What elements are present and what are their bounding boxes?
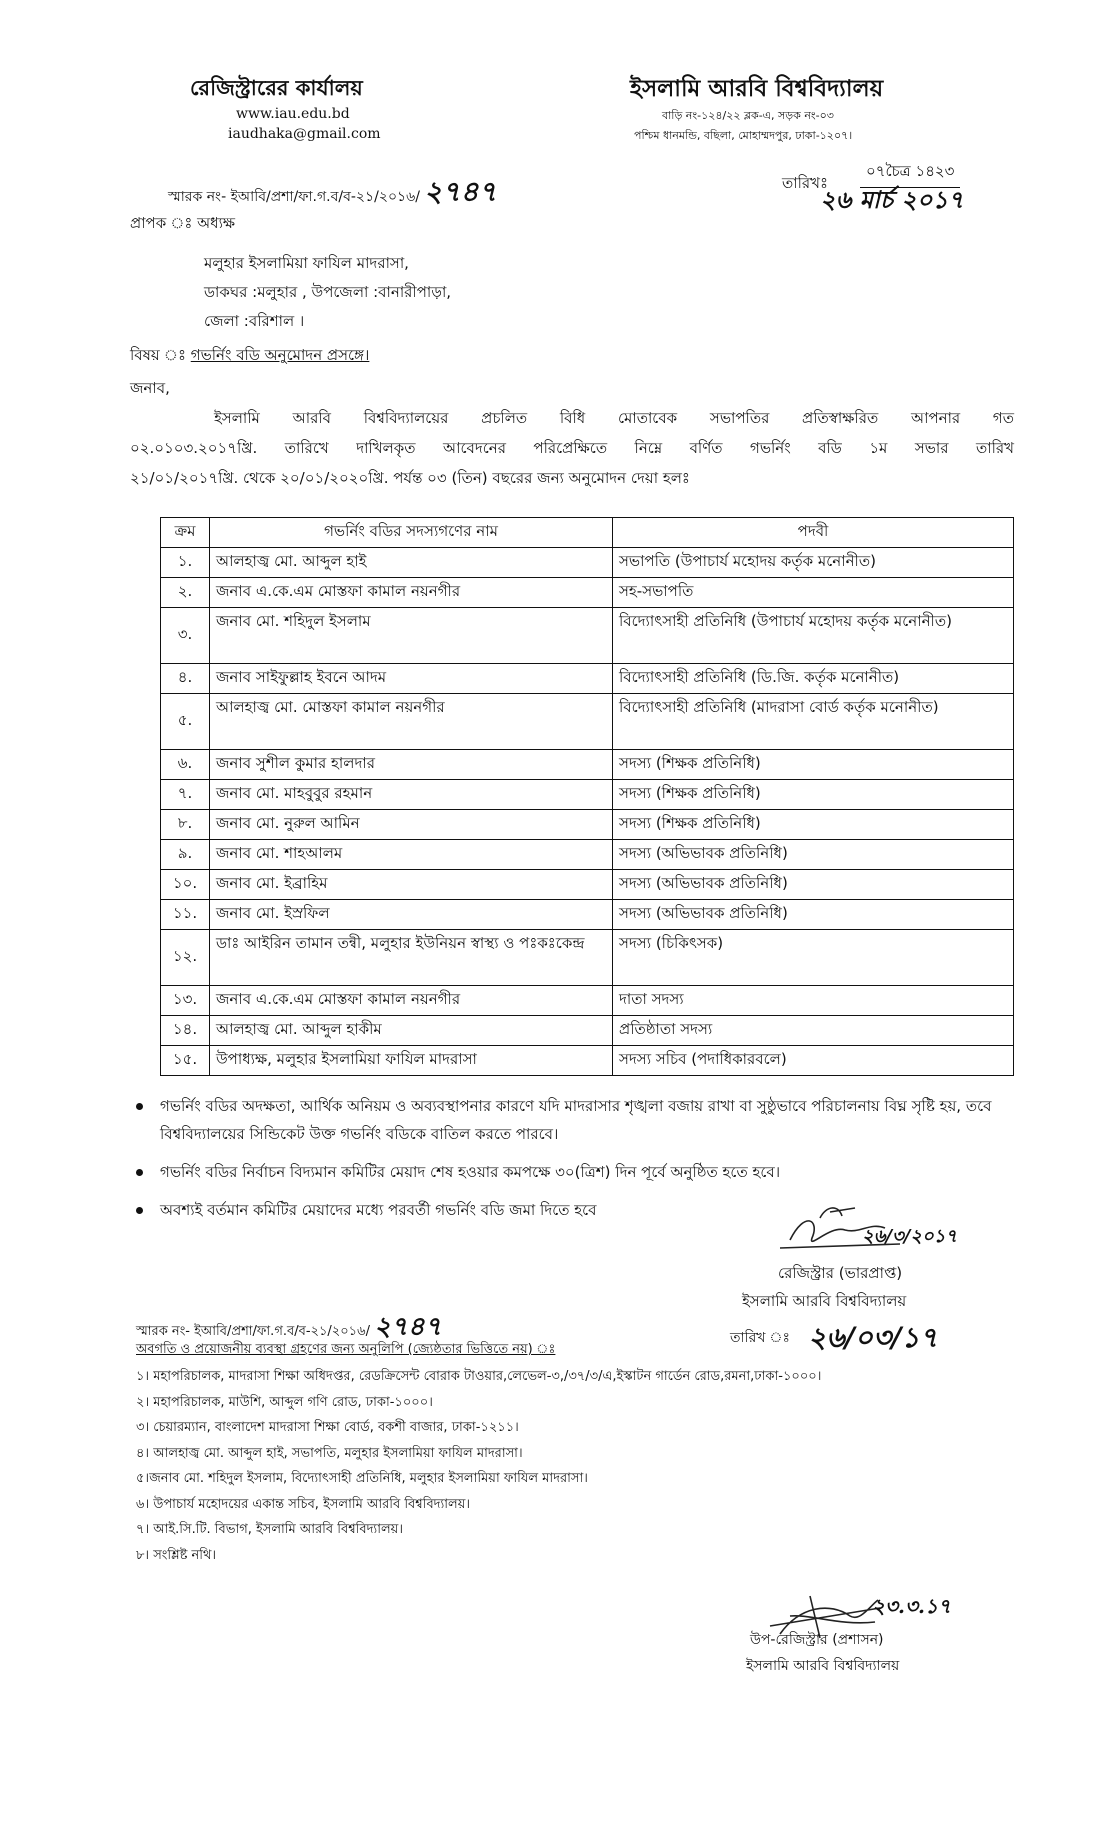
body-line-1: ইসলামি আরবি বিশ্ববিদ্যালয়ের প্রচলিত বিধি মোতাবেক সভাপতির প্রতিস্বাক্ষরিত আপনার গত: [214, 409, 1014, 427]
registrar-signature-date: ২৬/৩/২০১৭: [862, 1226, 958, 1247]
deputy-registrar-org: ইসলামি আরবি বিশ্ববিদ্যালয়: [746, 1658, 900, 1674]
memo2-date: ২৬/০৩/১৭: [808, 1321, 938, 1354]
row-post: বিদ্যোৎসাহী প্রতিনিধি (ডি.জি. কর্তৃক মনোনীত): [613, 664, 1014, 694]
registrar-title: রেজিস্ট্রার (ভারপ্রাপ্ত): [778, 1264, 903, 1282]
date-english-text: ২৬ মার্চ ২০১৭: [820, 185, 964, 214]
row-post: সদস্য (শিক্ষক প্রতিনিধি): [613, 810, 1014, 840]
row-post: বিদ্যোৎসাহী প্রতিনিধি (মাদরাসা বোর্ড কর্তৃক মনোনীত): [613, 694, 1014, 750]
date-bangla: ০৭চৈত্র ১৪২৩: [860, 160, 960, 188]
row-post: সদস্য (অভিভাবক প্রতিনিধি): [613, 900, 1014, 930]
table-row: [161, 1016, 1014, 1046]
body-line-2: ০২.০১০৩.২০১৭খ্রি. তারিখে দাখিলকৃত আবেদনের পরিপ্রেক্ষিতে নিম্নে বর্ণিত গভর্নিং বডি ১ম সভার তারিখ: [130, 439, 1014, 457]
memo-number: ২৭৪৭: [423, 175, 497, 208]
condition-text: গভর্নিং বডির অদক্ষতা, আর্থিক অনিয়ম ও অব্যবস্থাপনার কারণে যদি মাদরাসার শৃঙ্খলা বজায় রাখা বা সুষ্ঠুভাবে পরিচালনায় বিঘ্ন সৃষ্টি হয়, তবে বিশ্ববিদ্যালয়ের সিন্ডিকেট উক্ত গভর্নিং বডিকে বাতিল করতে পারবে।: [160, 1097, 992, 1143]
deputy-registrar-title: উপ-রেজিস্ট্রার (প্রশাসন): [750, 1632, 884, 1648]
memo2-date-label: তারিখ ঃ: [730, 1330, 790, 1346]
list-item: ১। মহাপরিচালক, মাদরাসা শিক্ষা অধিদপ্তর, রেডক্রিসেন্ট বোরাক টাওয়ার,লেভেল-৩,/৩৭/৩/এ,ইস্কাটন গার্ডেন রোড,রমনা,ঢাকা-১০০০।: [136, 1369, 822, 1384]
row-serial: ১১.: [161, 900, 210, 930]
row-serial: ৬.: [161, 750, 210, 780]
table-row: [161, 900, 1014, 930]
list-item: ৮। সংশ্লিষ্ট নথি।: [136, 1547, 217, 1563]
list-item: [132, 1158, 1012, 1186]
date-label: তারিখঃ: [782, 174, 828, 192]
bullet-icon: [136, 1103, 143, 1110]
office-title: রেজিস্ট্রারের কার্যালয়: [190, 76, 363, 100]
address-line-1: বাড়ি নং-১২৪/২২ ব্লক-এ, সড়ক নং-০৩: [662, 109, 834, 122]
row-serial: ৪.: [161, 664, 210, 694]
header-name: গভর্নিং বডির সদস্যগণের নাম: [210, 518, 613, 548]
table-row: [161, 608, 1014, 664]
table-row: [161, 986, 1014, 1016]
recipient-line-2: ডাকঘর :মলুহার , উপজেলা :বানারীপাড়া,: [204, 283, 452, 301]
row-name: আলহাজ্ব মো. মোস্তফা কামাল নয়নগীর: [210, 694, 613, 750]
table-row: [161, 750, 1014, 780]
row-serial: ১০.: [161, 870, 210, 900]
row-post: সভাপতি (উপাচার্য মহোদয় কর্তৃক মনোনীত): [613, 548, 1014, 578]
bullet-icon: [136, 1207, 143, 1214]
bullet-icon: [136, 1169, 143, 1176]
row-serial: ১.: [161, 548, 210, 578]
table-row: [161, 870, 1014, 900]
row-post: সদস্য (চিকিৎসক): [613, 930, 1014, 986]
list-item: ৭। আই.সি.টি. বিভাগ, ইসলামি আরবি বিশ্ববিদ্যালয়।: [136, 1522, 403, 1537]
governing-body-table: [160, 517, 1014, 1076]
subject-label: বিষয় ঃ: [130, 346, 186, 364]
header-serial: ক্রম: [161, 518, 210, 548]
salutation: জনাব,: [130, 379, 170, 397]
memo-prefix: স্মারক নং- ইআবি/প্রশা/ফা.গ.ব/ব-২১/২০১৬/: [168, 189, 420, 205]
row-name: জনাব সাইফুল্লাহ ইবনে আদম: [210, 664, 613, 694]
row-name: জনাব মো. নুরুল আমিন: [210, 810, 613, 840]
row-name: জনাব মো. শহিদুল ইসলাম: [210, 608, 613, 664]
row-name: জনাব মো. শাহআলম: [210, 840, 613, 870]
memo2-number: ২৭৪৭: [373, 1312, 442, 1342]
row-serial: ৫.: [161, 694, 210, 750]
memo2-prefix: স্মারক নং- ইআবি/প্রশা/ফা.গ.ব/ব-২১/২০১৬/: [136, 1324, 370, 1339]
row-name: আলহাজ্ব মো. আব্দুল হাকীম: [210, 1016, 613, 1046]
row-name: জনাব মো. মাহবুবুর রহমান: [210, 780, 613, 810]
row-serial: ৯.: [161, 840, 210, 870]
row-serial: ১৫.: [161, 1046, 210, 1076]
address-line-2: পশ্চিম ধানমন্ডি, বছিলা, মোহাম্মদপুর, ঢাকা-১২০৭।: [634, 129, 853, 142]
condition-text: অবশ্যই বর্তমান কমিটির মেয়াদের মধ্যে পরবর্তী গভর্নিং বডি জমা দিতে হবে: [160, 1201, 597, 1219]
row-post: সদস্য (অভিভাবক প্রতিনিধি): [613, 840, 1014, 870]
table-row: [161, 578, 1014, 608]
website-text: www.iau.edu.bd: [236, 106, 350, 122]
subject-line: [130, 340, 369, 370]
body-line-3: ২১/০১/২০১৭খ্রি. থেকে ২০/০১/২০২০খ্রি. পর্যন্ত ০৩ (তিন) বছরের জন্য অনুমোদন দেয়া হলঃ: [130, 469, 690, 487]
recipient-line-1: মলুহার ইসলামিয়া ফাযিল মাদরাসা,: [204, 254, 409, 272]
date-english: [820, 182, 964, 222]
row-name: জনাব এ.কে.এম মোস্তফা কামাল নয়নগীর: [210, 578, 613, 608]
row-post: দাতা সদস্য: [613, 986, 1014, 1016]
email-text: iaudhaka@gmail.com: [228, 126, 381, 142]
list-item: ৫।জনাব মো. শহিদুল ইসলাম, বিদ্যোৎসাহী প্রতিনিধি, মলুহার ইসলামিয়া ফাযিল মাদরাসা।: [136, 1471, 588, 1486]
row-serial: ৩.: [161, 608, 210, 664]
row-post: প্রতিষ্ঠাতা সদস্য: [613, 1016, 1014, 1046]
table-row: [161, 548, 1014, 578]
row-serial: ১২.: [161, 930, 210, 986]
row-serial: ৭.: [161, 780, 210, 810]
table-row: [161, 694, 1014, 750]
deputy-registrar-signature-date: ২৩.৩.১৭: [872, 1594, 951, 1618]
row-serial: ১৩.: [161, 986, 210, 1016]
table-row: [161, 664, 1014, 694]
row-serial: ১৪.: [161, 1016, 210, 1046]
university-title: ইসলামি আরবি বিশ্ববিদ্যালয়: [630, 76, 884, 102]
subject-text: গভর্নিং বডি অনুমোদন প্রসঙ্গে।: [190, 346, 370, 364]
cc-list: [136, 1364, 821, 1568]
row-name: জনাব এ.কে.এম মোস্তফা কামাল নয়নগীর: [210, 986, 613, 1016]
registrar-org: ইসলামি আরবি বিশ্ববিদ্যালয়: [742, 1292, 907, 1310]
row-serial: ২.: [161, 578, 210, 608]
list-item: ৩। চেয়ারম্যান, বাংলাদেশ মাদরাসা শিক্ষা বোর্ড, বকশী বাজার, ঢাকা-১২১১।: [136, 1420, 519, 1435]
condition-text: গভর্নিং বডির নির্বাচন বিদ্যমান কমিটির মেয়াদ শেষ হওয়ার কমপক্ষে ৩০(ত্রিশ) দিন পূর্বে অনুষ্ঠিত হতে হবে।: [160, 1163, 781, 1181]
row-post: সদস্য (শিক্ষক প্রতিনিধি): [613, 750, 1014, 780]
row-name: জনাব সুশীল কুমার হালদার: [210, 750, 613, 780]
row-name: আলহাজ্ব মো. আব্দুল হাই: [210, 548, 613, 578]
table-row: [161, 780, 1014, 810]
cc-heading: অবগতি ও প্রয়োজনীয় ব্যবস্থা গ্রহণের জন্য অনুলিপি (জ্যেষ্ঠতার ভিত্তিতে নয়) ঃ: [136, 1342, 556, 1357]
row-post: সদস্য (শিক্ষক প্রতিনিধি): [613, 780, 1014, 810]
row-name: উপাধ্যক্ষ, মলুহার ইসলামিয়া ফাযিল মাদরাসা: [210, 1046, 613, 1076]
table-header-row: [161, 518, 1014, 548]
recipient-label: প্রাপক ঃ অধ্যক্ষ: [130, 214, 236, 232]
row-post: সহ-সভাপতি: [613, 578, 1014, 608]
list-item: ৪। আলহাজ্ব মো. আব্দুল হাই, সভাপতি, মলুহার ইসলামিয়া ফাযিল মাদরাসা।: [136, 1445, 523, 1461]
row-post: সদস্য সচিব (পদাধিকারবলে): [613, 1046, 1014, 1076]
row-name: ডাঃ আইরিন তামান তন্বী, মলুহার ইউনিয়ন স্বাস্থ্য ও পঃকঃকেন্দ্র: [210, 930, 613, 986]
header-post: পদবী: [613, 518, 1014, 548]
row-name: জনাব মো. ইস্রফিল: [210, 900, 613, 930]
list-item: [132, 1092, 1012, 1148]
row-name: জনাব মো. ইব্রাহিম: [210, 870, 613, 900]
table-row: [161, 810, 1014, 840]
row-post: সদস্য (অভিভাবক প্রতিনিধি): [613, 870, 1014, 900]
list-item: ৬। উপাচার্য মহোদয়ের একান্ত সচিব, ইসলামি আরবি বিশ্ববিদ্যালয়।: [136, 1496, 471, 1512]
table-row: [161, 840, 1014, 870]
row-serial: ৮.: [161, 810, 210, 840]
recipient-line-3: জেলা :বরিশাল ।: [204, 312, 305, 330]
row-post: বিদ্যোৎসাহী প্রতিনিধি (উপাচার্য মহোদয় কর্তৃক মনোনীত): [613, 608, 1014, 664]
list-item: ২। মহাপরিচালক, মাউশি, আব্দুল গণি রোড, ঢাকা-১০০০।: [136, 1394, 433, 1410]
table-row: [161, 930, 1014, 986]
table-row: [161, 1046, 1014, 1076]
